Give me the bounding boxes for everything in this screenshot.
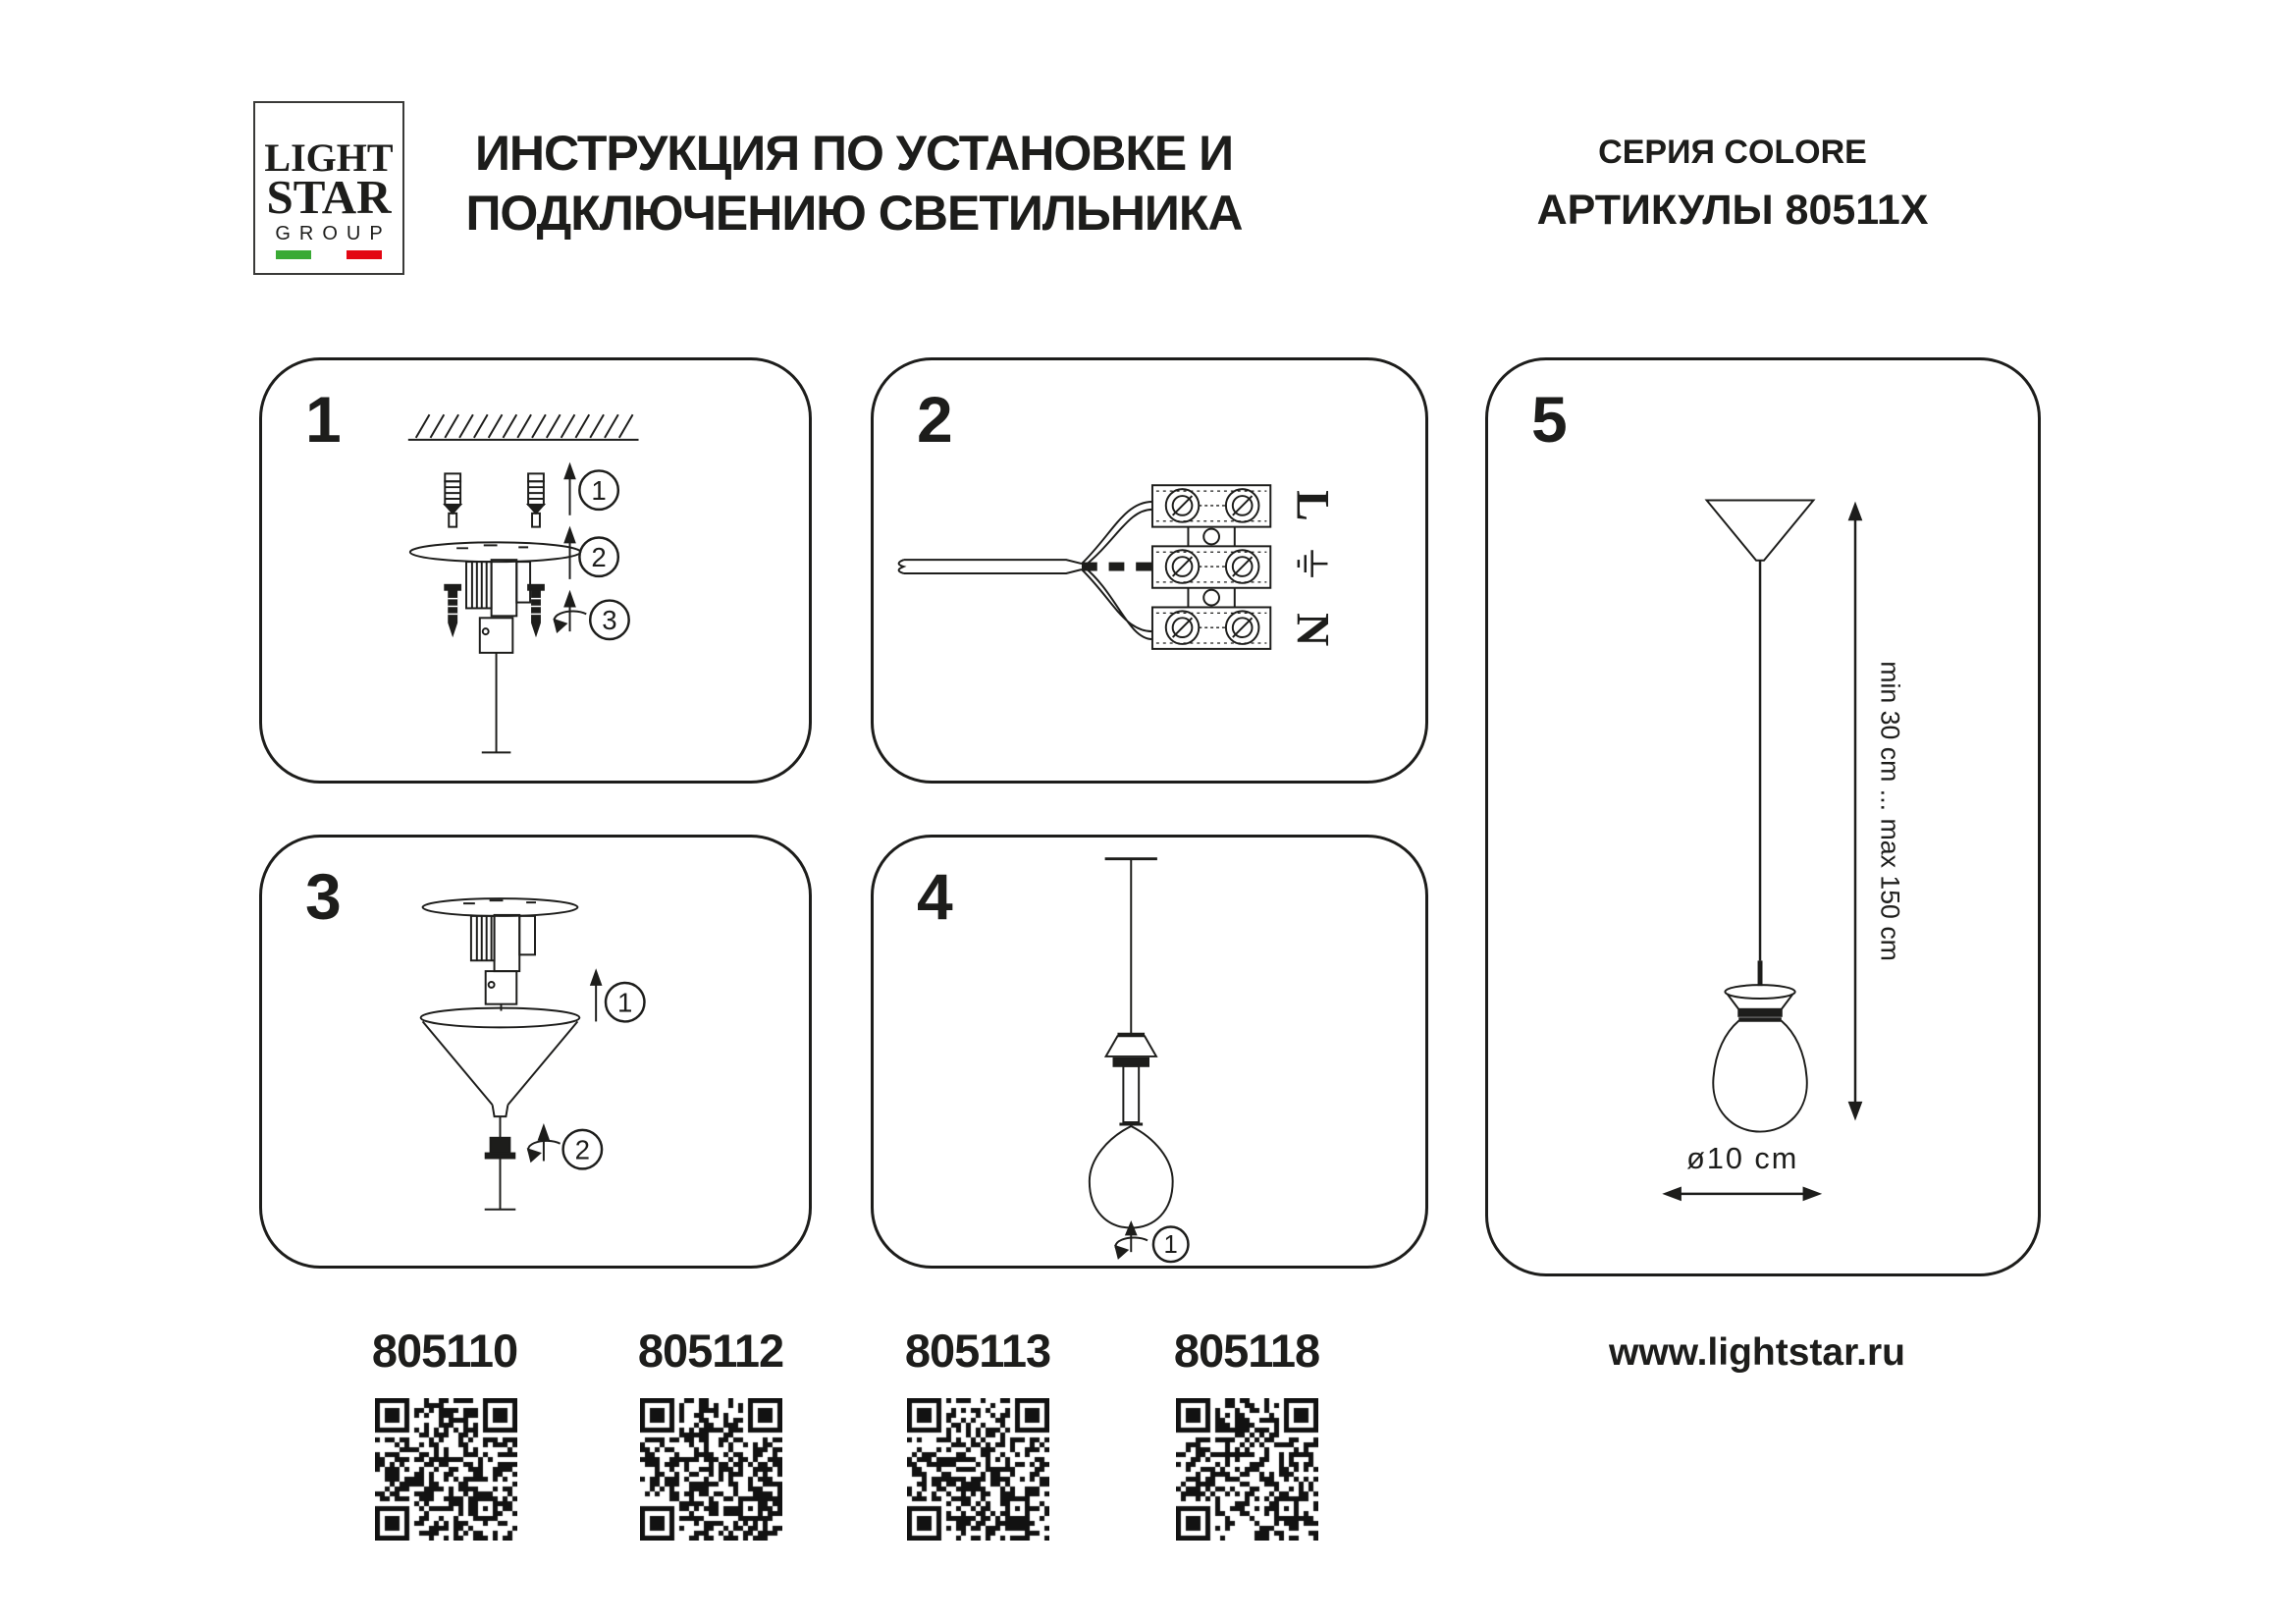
step-4-panel [871,835,1428,1269]
step-5-diagram [1488,360,2038,1273]
article-code-805113: 805113 [904,1325,1051,1377]
wall-plug-left [445,473,460,526]
badge-1-number: 1 [591,475,607,507]
italian-flag-bar [276,250,382,259]
canopy-plate [410,542,581,752]
terminal-label-neutral: N [1286,613,1338,647]
height-range-label: min 30 cm ... max 150 cm [1875,661,1905,961]
articles-label: АРТИКУЛЫ 80511X [1536,187,1929,234]
screw-terminals [1166,489,1259,644]
flag-green [276,250,311,259]
screw-rotate-symbol [528,1126,561,1162]
title-line-1: ИНСТРУКЦИЯ ПО УСТАНОВКЕ И [474,126,1234,181]
qr-code [375,1398,517,1541]
suspension-cord [1105,859,1157,1035]
step-1-panel [259,357,812,784]
lock-nut [485,1138,516,1210]
title-line-2: ПОДКЛЮЧЕНИЮ СВЕТИЛЬНИКА [465,186,1243,241]
qr-code [907,1398,1049,1541]
flag-white [311,250,347,259]
diameter-dimension-arrow [1665,1188,1819,1200]
logo-word-group: GROUP [275,223,392,244]
article-code-805118: 805118 [1173,1325,1320,1377]
ceiling-hatch [408,414,639,440]
badge-1-number: 1 [617,987,633,1018]
step-2-diagram [874,360,1425,781]
step-5-number: 5 [1531,383,1568,456]
lightstar-logo [253,101,404,275]
wall-plug-right [528,473,544,526]
step-3-panel [259,835,812,1269]
step-3-diagram [262,838,809,1266]
step-2-panel [871,357,1428,784]
shade-holder [1725,985,1794,1016]
height-dimension-arrow [1849,504,1861,1117]
arrow-up-1 [591,971,601,1021]
screw-rotate-symbol [1115,1223,1148,1259]
badge-3-number: 3 [602,605,617,636]
terminal-label-live: L [1286,490,1338,521]
diameter-label: ø10 cm [1686,1142,1799,1176]
cone-shade [421,1008,580,1138]
badge-2-number: 2 [574,1134,591,1165]
badge-2-number: 2 [591,542,607,573]
supply-cable [899,502,1152,639]
arrow-up-2 [565,529,575,579]
badge-1-number: 1 [1163,1231,1178,1260]
teardrop-shade [1090,1124,1173,1228]
step-1-number: 1 [305,383,342,456]
step-5-panel [1485,357,2041,1276]
teardrop-shade [1713,1019,1807,1132]
ceiling-canopy [1707,500,1814,560]
step-3-number: 3 [305,860,342,933]
arrow-up-1 [565,465,575,515]
article-code-805112: 805112 [637,1325,784,1377]
step-1-diagram [262,360,809,781]
article-code-805110: 805110 [371,1325,518,1377]
logo-word-light: LIGHT [264,135,394,180]
qr-code [640,1398,782,1541]
page-title [422,124,1286,244]
screw-rotate-symbol [555,593,587,631]
website-url: www.lightstar.ru [1609,1331,1905,1374]
cord-grip [1106,1034,1156,1122]
series-label: СЕРИЯ COLORE [1598,134,1867,171]
terminal-block [1152,485,1270,649]
earth-symbol [1299,550,1328,577]
step-4-number: 4 [917,860,953,933]
flag-red [347,250,382,259]
logo-word-star: STAR [266,170,392,224]
qr-code [1176,1398,1318,1541]
step-2-number: 2 [917,383,953,456]
screw-left [445,585,460,634]
step-4-diagram [874,838,1425,1266]
mounting-bracket [423,898,578,1010]
